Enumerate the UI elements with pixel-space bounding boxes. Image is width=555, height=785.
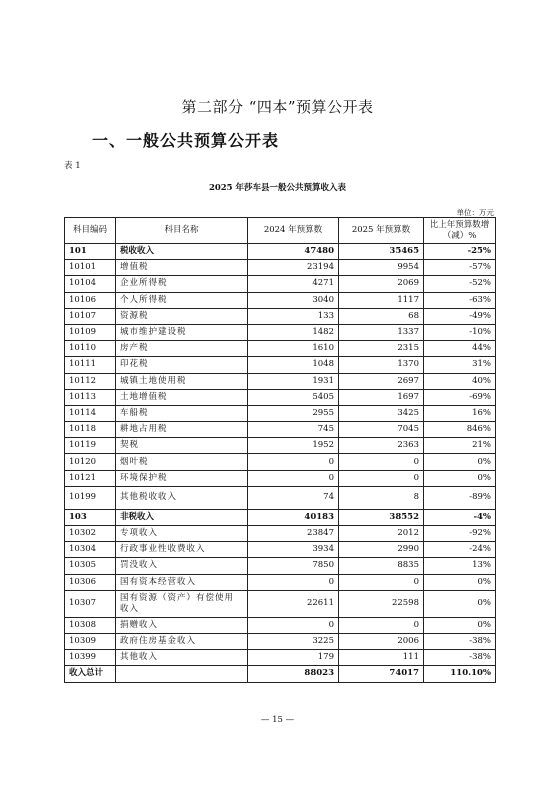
table-row <box>65 558 496 574</box>
cell-change: -38% <box>424 650 496 666</box>
cell-2024: 745 <box>248 422 339 438</box>
cell-2024: 0 <box>248 617 339 633</box>
cell-2024: 3225 <box>248 633 339 649</box>
cell-name: 城市维护建设税 <box>116 324 248 340</box>
table-row <box>65 617 496 633</box>
cell-2025: 0 <box>339 454 424 470</box>
cell-code: 10302 <box>65 526 116 542</box>
cell-change: 0% <box>424 454 496 470</box>
cell-name: 个人所得税 <box>116 292 248 308</box>
cell-name: 增值税 <box>116 260 248 276</box>
cell-name: 企业所得税 <box>116 276 248 292</box>
cell-2024: 40183 <box>248 509 339 525</box>
page-number: — 15 — <box>260 715 295 725</box>
cell-code: 10307 <box>65 590 116 617</box>
cell-2025: 8835 <box>339 558 424 574</box>
cell-code: 101 <box>65 244 116 260</box>
unit-label: 单位：万元 <box>456 208 494 217</box>
cell-code: 10306 <box>65 574 116 590</box>
cell-change: 40% <box>424 373 496 389</box>
table-row <box>65 590 496 617</box>
cell-2024: 1482 <box>248 324 339 340</box>
cell-name: 城镇土地使用税 <box>116 373 248 389</box>
header-change: 比上年预算数增（减）% <box>424 218 496 244</box>
cell-code: 收入总计 <box>65 666 116 682</box>
table-row <box>65 470 496 486</box>
cell-2024: 2955 <box>248 405 339 421</box>
cell-name: 行政事业性收费收入 <box>116 542 248 558</box>
cell-change: -69% <box>424 389 496 405</box>
table-row <box>65 509 496 525</box>
table-row <box>65 666 496 682</box>
table-row <box>65 650 496 666</box>
cell-2025: 2697 <box>339 373 424 389</box>
cell-change: -4% <box>424 509 496 525</box>
cell-2025: 7045 <box>339 422 424 438</box>
table-row <box>65 542 496 558</box>
cell-name: 非税收入 <box>116 509 248 525</box>
cell-name: 国有资本经营收入 <box>116 574 248 590</box>
cell-change: -52% <box>424 276 496 292</box>
table-row <box>65 389 496 405</box>
cell-code: 10104 <box>65 276 116 292</box>
cell-change: -57% <box>424 260 496 276</box>
cell-2025: 0 <box>339 470 424 486</box>
cell-code: 10113 <box>65 389 116 405</box>
cell-2024: 4271 <box>248 276 339 292</box>
cell-2024: 3040 <box>248 292 339 308</box>
cell-2025: 8 <box>339 486 424 509</box>
cell-name: 土地增值税 <box>116 389 248 405</box>
cell-name: 捐赠收入 <box>116 617 248 633</box>
cell-2025: 1697 <box>339 389 424 405</box>
cell-change: -10% <box>424 324 496 340</box>
cell-2025: 111 <box>339 650 424 666</box>
cell-2025: 35465 <box>339 244 424 260</box>
cell-change: -89% <box>424 486 496 509</box>
header-name: 科目名称 <box>116 218 248 244</box>
cell-2025: 1337 <box>339 324 424 340</box>
cell-name: 契税 <box>116 438 248 454</box>
cell-code: 10109 <box>65 324 116 340</box>
table-row <box>65 405 496 421</box>
cell-code: 10305 <box>65 558 116 574</box>
cell-change: 31% <box>424 357 496 373</box>
page-title: 第二部分 “四本”预算公开表 <box>181 98 374 116</box>
cell-2025: 1117 <box>339 292 424 308</box>
cell-change: -63% <box>424 292 496 308</box>
cell-2025: 22598 <box>339 590 424 617</box>
cell-code: 10399 <box>65 650 116 666</box>
table-row <box>65 260 496 276</box>
cell-change: -92% <box>424 526 496 542</box>
cell-2025: 0 <box>339 617 424 633</box>
table-row <box>65 324 496 340</box>
cell-2025: 2315 <box>339 341 424 357</box>
table-row <box>65 292 496 308</box>
table-row <box>65 244 496 260</box>
cell-name: 资源税 <box>116 308 248 324</box>
cell-name: 税收收入 <box>116 244 248 260</box>
table-header-row <box>65 218 496 244</box>
table-row <box>65 526 496 542</box>
header-code: 科目编码 <box>65 218 116 244</box>
cell-change: 0% <box>424 617 496 633</box>
cell-code: 10304 <box>65 542 116 558</box>
table-row <box>65 373 496 389</box>
cell-code: 10121 <box>65 470 116 486</box>
cell-2024: 22611 <box>248 590 339 617</box>
cell-2024: 1931 <box>248 373 339 389</box>
table-row <box>65 276 496 292</box>
cell-2025: 9954 <box>339 260 424 276</box>
cell-code: 10110 <box>65 341 116 357</box>
cell-2024: 133 <box>248 308 339 324</box>
cell-code: 10119 <box>65 438 116 454</box>
cell-2024: 0 <box>248 454 339 470</box>
table-row <box>65 308 496 324</box>
cell-2025: 2012 <box>339 526 424 542</box>
cell-change: -38% <box>424 633 496 649</box>
budget-revenue-table <box>64 217 496 683</box>
cell-2025: 2990 <box>339 542 424 558</box>
cell-code: 10309 <box>65 633 116 649</box>
section-title: 一、一般公共预算公开表 <box>92 131 280 150</box>
cell-2024: 23847 <box>248 526 339 542</box>
cell-2024: 88023 <box>248 666 339 682</box>
cell-2025: 74017 <box>339 666 424 682</box>
cell-2024: 5405 <box>248 389 339 405</box>
cell-2025: 3425 <box>339 405 424 421</box>
cell-name: 政府住房基金收入 <box>116 633 248 649</box>
cell-2024: 23194 <box>248 260 339 276</box>
cell-code: 10120 <box>65 454 116 470</box>
cell-change: 13% <box>424 558 496 574</box>
cell-2024: 47480 <box>248 244 339 260</box>
cell-2025: 1370 <box>339 357 424 373</box>
cell-code: 10111 <box>65 357 116 373</box>
cell-change: 0% <box>424 574 496 590</box>
table-row <box>65 341 496 357</box>
cell-code: 10114 <box>65 405 116 421</box>
cell-change: 846% <box>424 422 496 438</box>
cell-2024: 1610 <box>248 341 339 357</box>
cell-name: 环境保护税 <box>116 470 248 486</box>
table-row <box>65 454 496 470</box>
cell-name: 房产税 <box>116 341 248 357</box>
cell-2024: 7850 <box>248 558 339 574</box>
cell-2024: 74 <box>248 486 339 509</box>
table-row <box>65 438 496 454</box>
cell-code: 10107 <box>65 308 116 324</box>
cell-code: 10112 <box>65 373 116 389</box>
cell-change: 16% <box>424 405 496 421</box>
cell-change: -49% <box>424 308 496 324</box>
cell-2025: 2069 <box>339 276 424 292</box>
cell-2025: 38552 <box>339 509 424 525</box>
cell-change: -25% <box>424 244 496 260</box>
table-row <box>65 422 496 438</box>
cell-code: 103 <box>65 509 116 525</box>
table-row <box>65 633 496 649</box>
cell-change: -24% <box>424 542 496 558</box>
table-caption: 2025 年莎车县一般公共预算收入表 <box>208 183 347 193</box>
table-row <box>65 574 496 590</box>
cell-change: 110.10% <box>424 666 496 682</box>
cell-name <box>116 666 248 682</box>
cell-name: 专项收入 <box>116 526 248 542</box>
header-2024: 2024 年预算数 <box>248 218 339 244</box>
table-row <box>65 486 496 509</box>
cell-name: 印花税 <box>116 357 248 373</box>
cell-2024: 0 <box>248 470 339 486</box>
cell-2025: 68 <box>339 308 424 324</box>
cell-2025: 2363 <box>339 438 424 454</box>
cell-change: 0% <box>424 590 496 617</box>
cell-2025: 2006 <box>339 633 424 649</box>
cell-change: 21% <box>424 438 496 454</box>
cell-change: 44% <box>424 341 496 357</box>
cell-name: 国有资源（资产）有偿使用收入 <box>116 590 248 617</box>
cell-code: 10106 <box>65 292 116 308</box>
cell-name: 其他收入 <box>116 650 248 666</box>
cell-2024: 0 <box>248 574 339 590</box>
cell-code: 10199 <box>65 486 116 509</box>
cell-2024: 3934 <box>248 542 339 558</box>
cell-name: 其他税收收入 <box>116 486 248 509</box>
cell-name: 烟叶税 <box>116 454 248 470</box>
cell-name: 车船税 <box>116 405 248 421</box>
cell-2025: 0 <box>339 574 424 590</box>
table-label: 表 1 <box>64 161 81 171</box>
table-body <box>65 244 496 683</box>
cell-change: 0% <box>424 470 496 486</box>
header-2025: 2025 年预算数 <box>339 218 424 244</box>
cell-code: 10101 <box>65 260 116 276</box>
cell-2024: 1048 <box>248 357 339 373</box>
table-row <box>65 357 496 373</box>
cell-2024: 179 <box>248 650 339 666</box>
cell-2024: 1952 <box>248 438 339 454</box>
cell-code: 10118 <box>65 422 116 438</box>
cell-name: 耕地占用税 <box>116 422 248 438</box>
cell-name: 罚没收入 <box>116 558 248 574</box>
cell-code: 10308 <box>65 617 116 633</box>
